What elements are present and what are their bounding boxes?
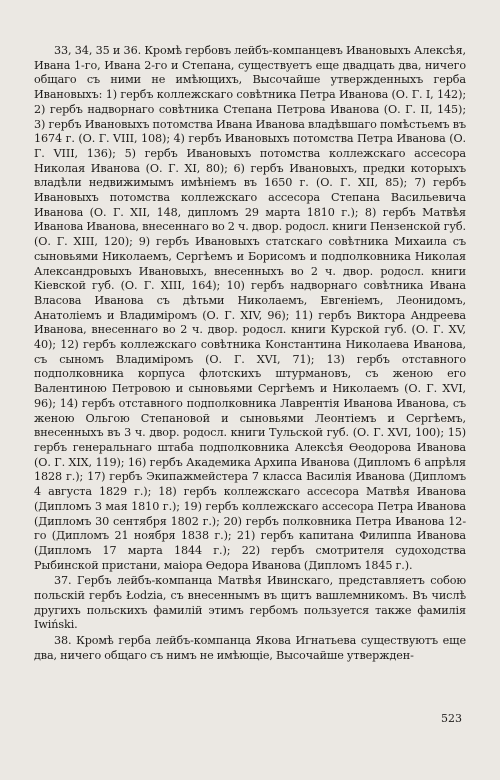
page-number: 523 xyxy=(441,712,462,725)
paragraph-ignatiev-arms: 38. Кромѣ герба лейбъ-компанца Якова Игнатьева существуютъ еще два, ничего общаго съ нимъ не имѣющіе, Высочайше утвержден- xyxy=(34,634,466,662)
paragraph-ivinsky-arms: 37. Гербъ лейбъ-компанца Матвѣя Ивинскаго, представляетъ собою польскій гербъ Łodzia, съ внесеннымъ въ щитъ вашлемникомъ. Въ числѣ другихъ польскихъ фамилій этимъ гербомъ пользуется также фамилія Iwiński. xyxy=(34,574,466,632)
paragraph-ivanov-arms: 33, 34, 35 и 36. Кромѣ гербовъ лейбъ-компанцевъ Ивановыхъ Алексѣя, Ивана 1-го, Ивана 2-го и Степана, существуетъ еще двадцать два, ничего общаго съ ними не имѣющихъ, Высочайше утвержденныхъ герба Ивановыхъ: 1) гербъ коллежскаго совѣтника Петра Иванова (О. Г. I, 142); 2) гербъ надворнаго совѣтника Степана Петрова Иванова (О. Г. II, 145); 3) гербъ Ивановыхъ потомства Ивана Иванова владѣвшаго помѣстьемъ въ 1674 г. (О. Г. VIII, 108); 4) гербъ Ивановыхъ потомства Петра Иванова (О. Г. VIII, 136); 5) гербъ Ивановыхъ потомства коллежскаго ассесора Николая Иванова (О. Г. XI, 80); 6) гербъ Ивановыхъ, предки которыхъ владѣли недвижимымъ имѣніемъ въ 1650 г. (О. Г. XII, 85); 7) гербъ Ивановыхъ потомства коллежскаго ассесора Степана Васильевича Иванова (О. Г. XII, 148, дипломъ 29 марта 1810 г.); 8) гербъ Матвѣя Иванова Иванова, внесеннаго во 2 ч. двор. родосл. книги Пензенской губ. (О. Г. XIII, 120); 9) гербъ Ивановыхъ статскаго совѣтника Михаила съ сыновьями Николаемъ, Сергѣемъ и Борисомъ и подполковника Николая Александровыхъ Ивановыхъ, внесенныхъ во 2 ч. двор. родосл. книги Кіевской губ. (О. Г. XIII, 164); 10) гербъ надворнаго совѣтника Ивана Власова Иванова съ дѣтьми Николаемъ, Евгеніемъ, Леонидомъ, Анатоліемъ и Владиміромъ (О. Г. XIV, 96); 11) гербъ Виктора Андреева Иванова, внесеннаго во 2 ч. двор. родосл. книги Курской губ. (О. Г. XV, 40); 12) гербъ коллежскаго совѣтника Константина Николаева Иванова, съ сыномъ Владиміромъ (О. Г. XVI, 71); 13) гербъ отставного подполковника корпуса флотскихъ штурмановъ, съ женою его Валентиною Петровою и сыновьями Сергѣемъ и Николаемъ (О. Г. XVI, 96); 14) гербъ отставного подполковника Лаврентія Иванова Иванова, съ женою Ольгою Степановой и сыновьями Леонтіемъ и Сергѣемъ, внесенныхъ въ 3 ч. двор. родосл. книги Тульской губ. (О. Г. XVI, 100); 15) гербъ генеральнаго штаба подполковника Алексѣя Ѳеодорова Иванова (О. Г. XIX, 119); 16) гербъ Академика Архипа Иванова (Дипломъ 6 апрѣля 1828 г.); 17) гербъ Экипажмейстера 7 класса Василія Иванова (Дипломъ 4 августа 1829 г.); 18) гербъ коллежскаго ассесора Матвѣя Иванова (Дипломъ 3 мая 1810 г.); 19) гербъ коллежскаго ассесора Петра Иванова (Дипломъ 30 сентября 1802 г.); 20) гербъ полковника Петра Иванова 12-го (Дипломъ 21 ноября 1838 г.); 21) гербъ капитана Филиппа Иванова (Дипломъ 17 марта 1844 г.); 22) гербъ смотрителя судоходства Рыбинской пристани, маіора Ѳедора Иванова (Дипломъ 1845 г.). xyxy=(34,44,466,572)
